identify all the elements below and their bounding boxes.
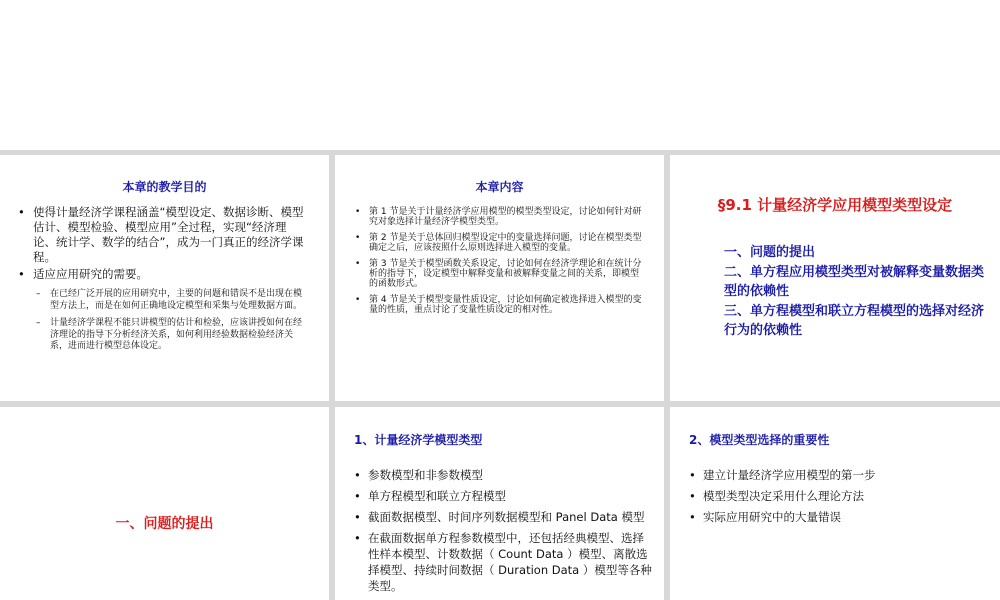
slide-heading: 1、计量经济学模型类型	[354, 433, 483, 447]
outline-item: 三、单方程模型和联立方程模型的选择对经济行为的依赖性	[724, 304, 985, 338]
slide-section-title[interactable]	[670, 155, 1000, 401]
bullet-list	[689, 467, 989, 530]
bullet-item: • 模型类型决定采用什么理论方法	[689, 488, 989, 504]
bullet-item: • 适应应用研究的需要。	[18, 267, 308, 282]
bullet-item: • 实际应用研究中的大量错误	[689, 509, 989, 525]
bullet-item: • 截面数据模型、时间序列数据模型和 Panel Data 模型	[354, 509, 654, 525]
bullet-list	[18, 205, 308, 270]
slide-heading: 2、模型类型选择的重要性	[689, 433, 830, 447]
slide-teaching-objectives[interactable]	[0, 155, 329, 401]
bullet-list	[354, 467, 654, 599]
slide-title: §9.1 计量经济学应用模型类型设定	[717, 196, 953, 214]
slide-title: 一、问题的提出	[115, 516, 214, 532]
slide-chapter-contents[interactable]	[335, 155, 664, 401]
slide-model-types[interactable]	[335, 407, 664, 600]
bullet-item: • 建立计量经济学应用模型的第一步	[689, 467, 989, 483]
sub-bullet-item: – 在已经广泛开展的应用研究中，主要的问题和错误不是出现在模型方法上，而是在如何正确地设定模型和采集与处理数据方面。	[36, 289, 304, 312]
slide-title: 本章内容	[475, 180, 524, 194]
bullet-item: • 使得计量经济学课程涵盖“模型设定、数据诊断、模型估计、模型检验、模型应用”全过程，实现“经济理论、统计学、数学的结合”，成为一门真正的经济学课程。	[18, 205, 308, 265]
slide-title: 本章的教学目的	[122, 180, 207, 194]
bullet-item: • 参数模型和非参数模型	[354, 467, 654, 483]
sub-bullet-list	[36, 289, 304, 359]
bullet-item: • 第 1 节是关于计量经济学应用模型的模型类型设定，讨论如何针对研究对象选择计量经济学模型类型。	[355, 207, 647, 227]
bullet-item: • 第 2 节是关于总体回归模型设定中的变量选择问题，讨论在模型类型确定之后，应该按照什么原则选择进入模型的变量。	[355, 233, 647, 253]
sub-bullet-item: – 计量经济学课程不能只讲模型的估计和检验，应该讲授如何在经济理论的指导下分析经济关系，如何利用经验数据检验经济关系，进而进行模型总体设定。	[36, 318, 304, 353]
bullet-list	[355, 207, 647, 321]
bullet-item: • 在截面数据单方程参数模型中，还包括经典模型、选择性样本模型、计数数据（ Count Data ）模型、离散选择模型、持续时间数据（ Duration Data ）模型等各种类型。	[354, 530, 654, 594]
outline-item: 一、问题的提出	[724, 245, 816, 260]
bullet-item: • 第 3 节是关于模型函数关系设定，讨论如何在经济学理论和在统计分析的指导下，设定模型中解释变量和被解释变量之间的关系，即模型的函数形式。	[355, 259, 647, 289]
slide-model-type-importance[interactable]	[670, 407, 1000, 600]
bullet-item: • 第 4 节是关于模型变量性质设定，讨论如何确定被选择进入模型的变量的性质，重点讨论了变量性质设定的相对性。	[355, 295, 647, 315]
bullet-list	[18, 267, 308, 287]
slide-subsection-title[interactable]	[0, 407, 329, 600]
section-outline	[724, 243, 984, 341]
outline-item: 二、单方程应用模型类型对被解释变量数据类型的依赖性	[724, 265, 985, 299]
bullet-item: • 单方程模型和联立方程模型	[354, 488, 654, 504]
